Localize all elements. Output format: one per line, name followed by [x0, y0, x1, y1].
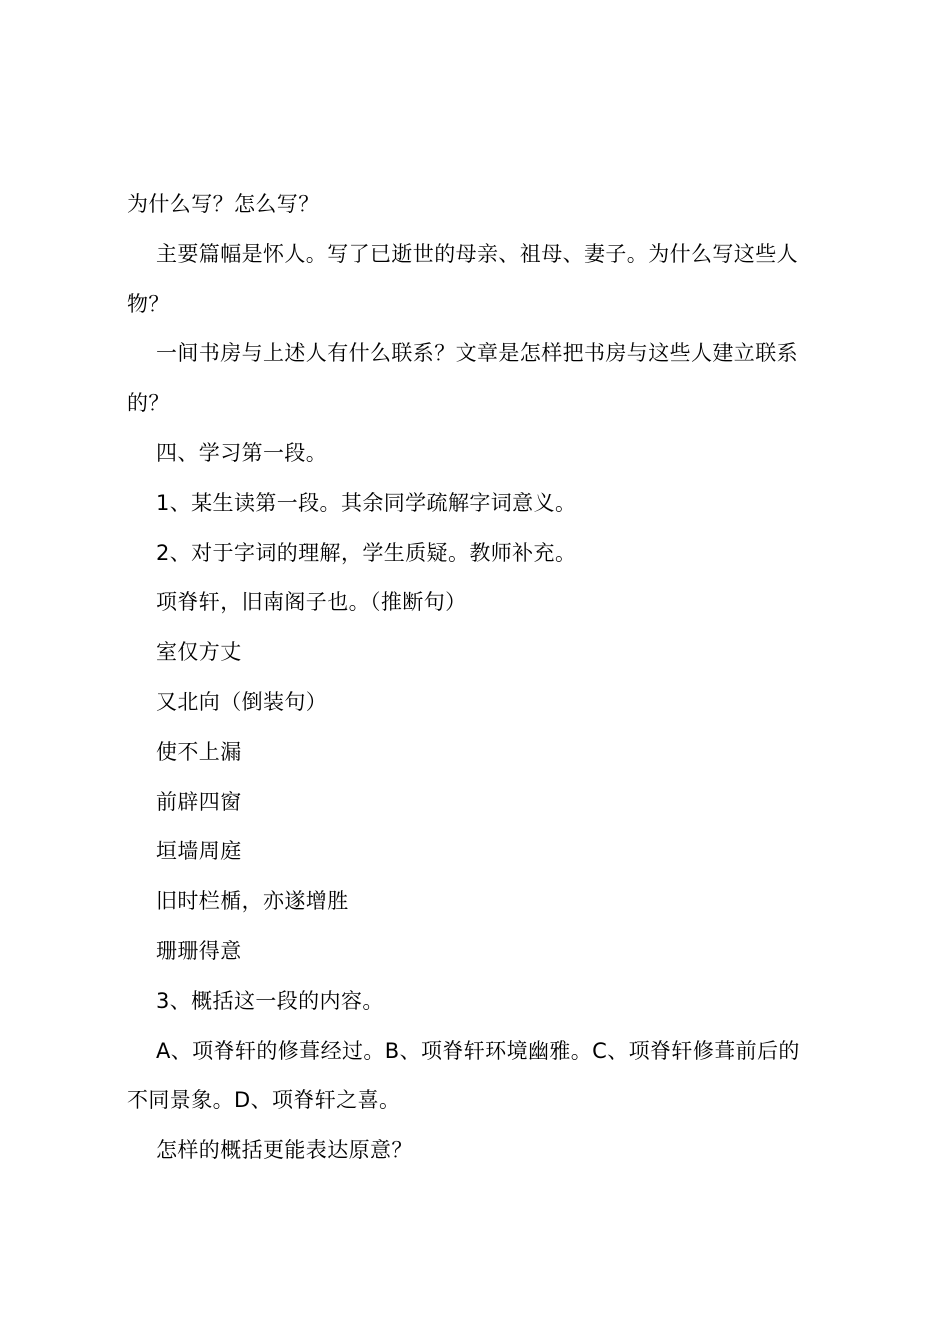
text-line: 室仅方丈 [156, 640, 242, 665]
text-line: 3、概括这一段的内容。 [156, 988, 384, 1013]
text-line: 珊珊得意 [156, 938, 242, 963]
text-line: 2、对于字词的理解，学生质疑。教师补充。 [156, 540, 577, 565]
text-line: 旧时栏楯，亦遂增胜 [156, 889, 349, 914]
text-line: 1、某生读第一段。其余同学疏解字词意义。 [156, 490, 577, 515]
text-line: 一间书房与上述人有什么联系？文章是怎样把书房与这些人建立联系 [156, 341, 798, 366]
text-line: 项脊轩，旧南阁子也。（推断句） [156, 590, 467, 615]
text-line: 主要篇幅是怀人。写了已逝世的母亲、祖母、妻子。为什么写这些人 [156, 241, 798, 266]
text-line: 为什么写？怎么写？ [127, 192, 320, 216]
text-line: 垣墙周庭 [156, 839, 242, 864]
section-heading: 四、学习第一段。 [156, 440, 328, 465]
text-line: 前辟四窗 [156, 789, 242, 814]
text-line: A、项脊轩的修葺经过。B、项脊轩环境幽雅。C、项脊轩修葺前后的 [156, 1038, 800, 1063]
text-line: 物？ [127, 291, 170, 316]
text-line: 不同景象。D、项脊轩之喜。 [127, 1088, 401, 1113]
document-body [127, 180, 835, 1176]
text-line: 的？ [127, 391, 170, 416]
text-line: 使不上漏 [156, 739, 242, 764]
text-line: 怎样的概括更能表达原意？ [156, 1138, 413, 1163]
text-line: 又北向（倒装句） [156, 689, 328, 714]
